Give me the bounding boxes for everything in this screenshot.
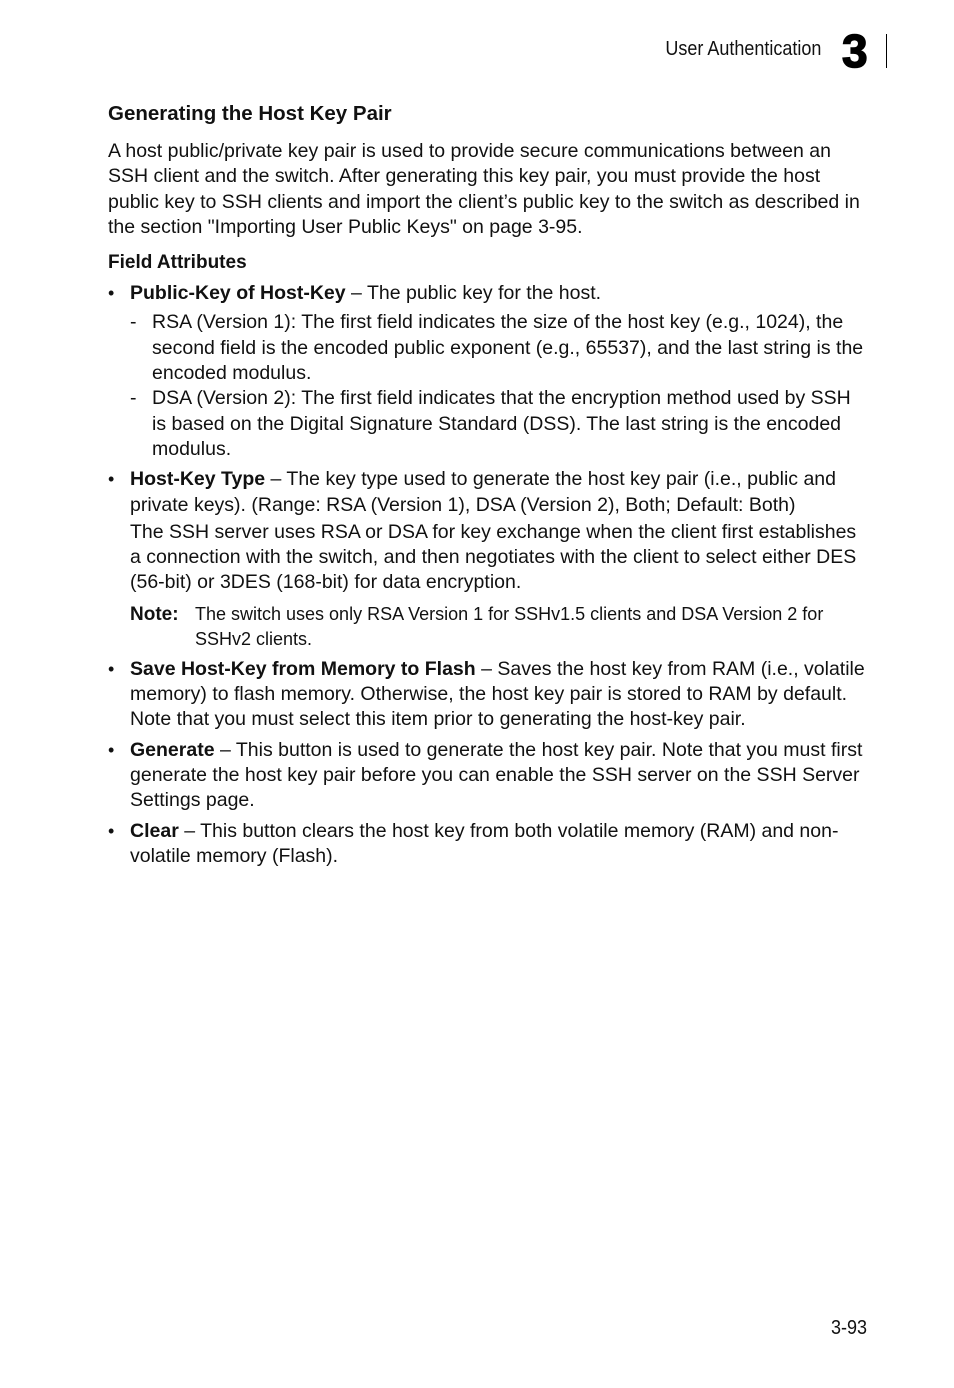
page-number: 3-93 xyxy=(830,1317,867,1339)
chapter-number: 3 xyxy=(842,25,868,77)
list-item xyxy=(108,467,870,651)
intro-paragraph: A host public/private key pair is used to provide secure communications between an SSH client and the switch. After generating this key pair, you must provide the host public key to SSH clients and import the client’s public key to the switch as described in the section "Importing User Public Keys" on page 3-95. xyxy=(108,140,860,238)
item-desc: – This button clears the host key from both volatile memory (RAM) and non-volatile memory (Flash). xyxy=(130,819,839,867)
item-term: Host-Key Type xyxy=(130,468,266,491)
list-item xyxy=(108,281,870,462)
note-block xyxy=(130,602,870,652)
item-desc: – Saves the host key from RAM (i.e., volatile memory) to flash memory. Otherwise, the host key pair is stored to RAM by default. Note that you must select this item prior to generating the host-key pair. xyxy=(130,657,865,731)
list-item xyxy=(108,738,870,814)
note-text: The switch uses only RSA Version 1 for SSHv1.5 clients and DSA Version 2 for SSHv2 clients. xyxy=(195,603,824,649)
field-attributes-title: Field Attributes xyxy=(108,252,247,274)
item-term: Clear xyxy=(130,819,179,842)
sub-list-item: - RSA (Version 1): The first field indicates the size of the host key (e.g., 1024), the second field is the encoded public exponent (e.g., 65537), and the last string is the encoded modulus. xyxy=(130,310,870,386)
note-label: Note: xyxy=(130,603,179,625)
item-extra-paragraph: The SSH server uses RSA or DSA for key exchange when the client first establishes a connection with the switch, and then negotiates with the client to select either DES (56-bit) or 3DES (168-bit) for data encryption. xyxy=(130,520,857,594)
chapter-tab xyxy=(842,25,887,77)
section-title: Generating the Host Key Pair xyxy=(108,102,392,125)
item-term: Save Host-Key from Memory to Flash xyxy=(130,657,476,680)
list-item xyxy=(108,819,870,870)
item-desc: – The key type used to generate the host key pair (i.e., public and private keys). (Range: RSA (Version 1), DSA (Version 2), Both; Default: Both) xyxy=(130,468,837,516)
field-attribute-list xyxy=(108,281,870,869)
item-term: Generate xyxy=(130,738,215,761)
list-item xyxy=(108,657,870,733)
page-content xyxy=(108,101,870,874)
header-title: User Authentication xyxy=(664,38,821,60)
item-term: Public-Key of Host-Key xyxy=(130,282,346,305)
item-desc: – This button is used to generate the host key pair. Note that you must first generate the host key pair before you can enable the SSH server on the SSH Server Settings page. xyxy=(130,738,863,812)
sub-list xyxy=(130,310,870,462)
sub-list-item: - DSA (Version 2): The first field indicates that the encryption method used by SSH is based on the Digital Signature Standard (DSS). The last string is the encoded modulus. xyxy=(130,386,870,462)
item-desc: – The public key for the host. xyxy=(345,282,602,305)
